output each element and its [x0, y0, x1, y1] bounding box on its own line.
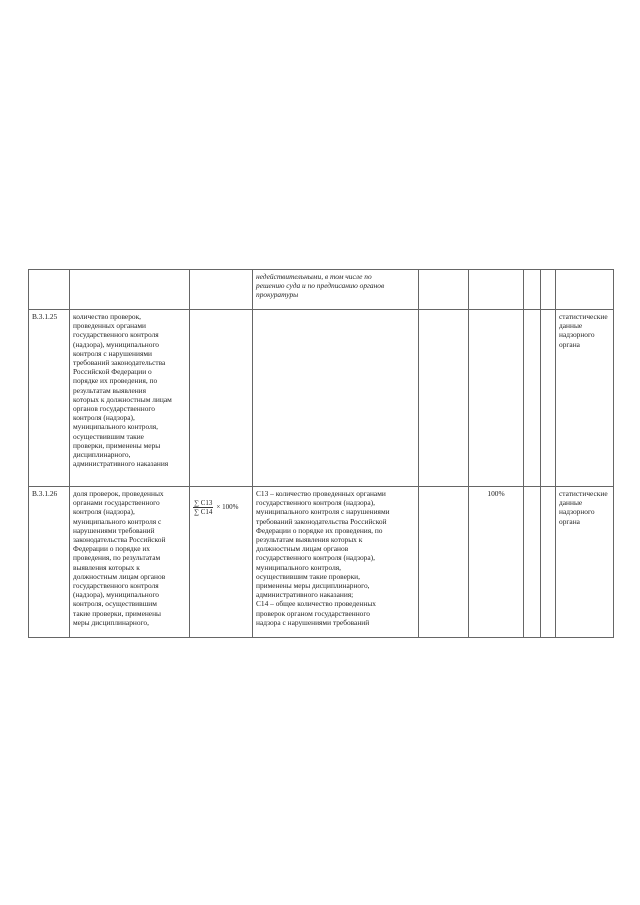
- source-cell: [556, 270, 614, 310]
- source-cell: статистические данные надзорного органа: [556, 310, 614, 487]
- target-cell: 100%: [469, 487, 524, 638]
- formula-cell: [190, 270, 253, 310]
- formula-cell: [190, 487, 253, 638]
- target-cell: [469, 270, 524, 310]
- name-cell: доля проверок, проведенных органами государственного контроля (надзора), муниципального контроля с нарушениями требований законодательства Российской Федерации о порядке их проведения, по результатам выявления которых к должностным лицам органов государственного контроля (надзора), муниципального контроля, осуществившим такие проверки, применены меры дисциплинарного,: [70, 487, 190, 638]
- name-cell: [70, 270, 190, 310]
- formula-numerator: ∑ C13: [194, 499, 213, 508]
- formula-multiplier: × 100%: [216, 503, 239, 512]
- name-cell: количество проверок, проведенных органами государственного контроля (надзора), муниципального контроля с нарушениями требований законодательства Российской Федерации о порядке их проведения, по результатам выявления которых к должностным лицам органов государственного контроля (надзора), муниципального контроля, осуществившим такие проверки, применены меры дисциплинарного, административного наказания: [70, 310, 190, 487]
- formula: [193, 498, 249, 516]
- empty-cell: [419, 487, 469, 638]
- code-cell: B.3.1.25: [29, 310, 70, 487]
- target-cell: [469, 310, 524, 487]
- empty-cell: [541, 310, 556, 487]
- empty-cell: [524, 487, 541, 638]
- fraction: [193, 499, 213, 516]
- continuation-row: [29, 270, 614, 310]
- formula-denominator: ∑ C14: [194, 508, 213, 517]
- table-row: [29, 487, 614, 638]
- description-cell: недействительными, в том числе по решению суда и по предписанию органов прокуратуры: [253, 270, 419, 310]
- source-cell: статистические данные надзорного органа: [556, 487, 614, 638]
- code-cell: [29, 270, 70, 310]
- description-cell: C13 – количество проведенных органами государственного контроля (надзора), муниципального контроля с нарушениями требований законодательства Российской Федерации о порядке их проведения, по результатам выявления которых к должностным лицам органов государственного контроля (надзора), муниципального контроля, осуществившим такие проверки, применены меры дисциплинарного, административного наказания; C14 – общее количество проведенных проверок органом государственного надзора с нарушениями требований: [253, 487, 419, 638]
- empty-cell: [524, 270, 541, 310]
- indicator-table: [28, 269, 614, 638]
- code-cell: B.3.1.26: [29, 487, 70, 638]
- empty-cell: [419, 270, 469, 310]
- formula-cell: [190, 310, 253, 487]
- empty-cell: [541, 270, 556, 310]
- table-row: [29, 310, 614, 487]
- empty-cell: [419, 310, 469, 487]
- description-cell: [253, 310, 419, 487]
- empty-cell: [524, 310, 541, 487]
- empty-cell: [541, 487, 556, 638]
